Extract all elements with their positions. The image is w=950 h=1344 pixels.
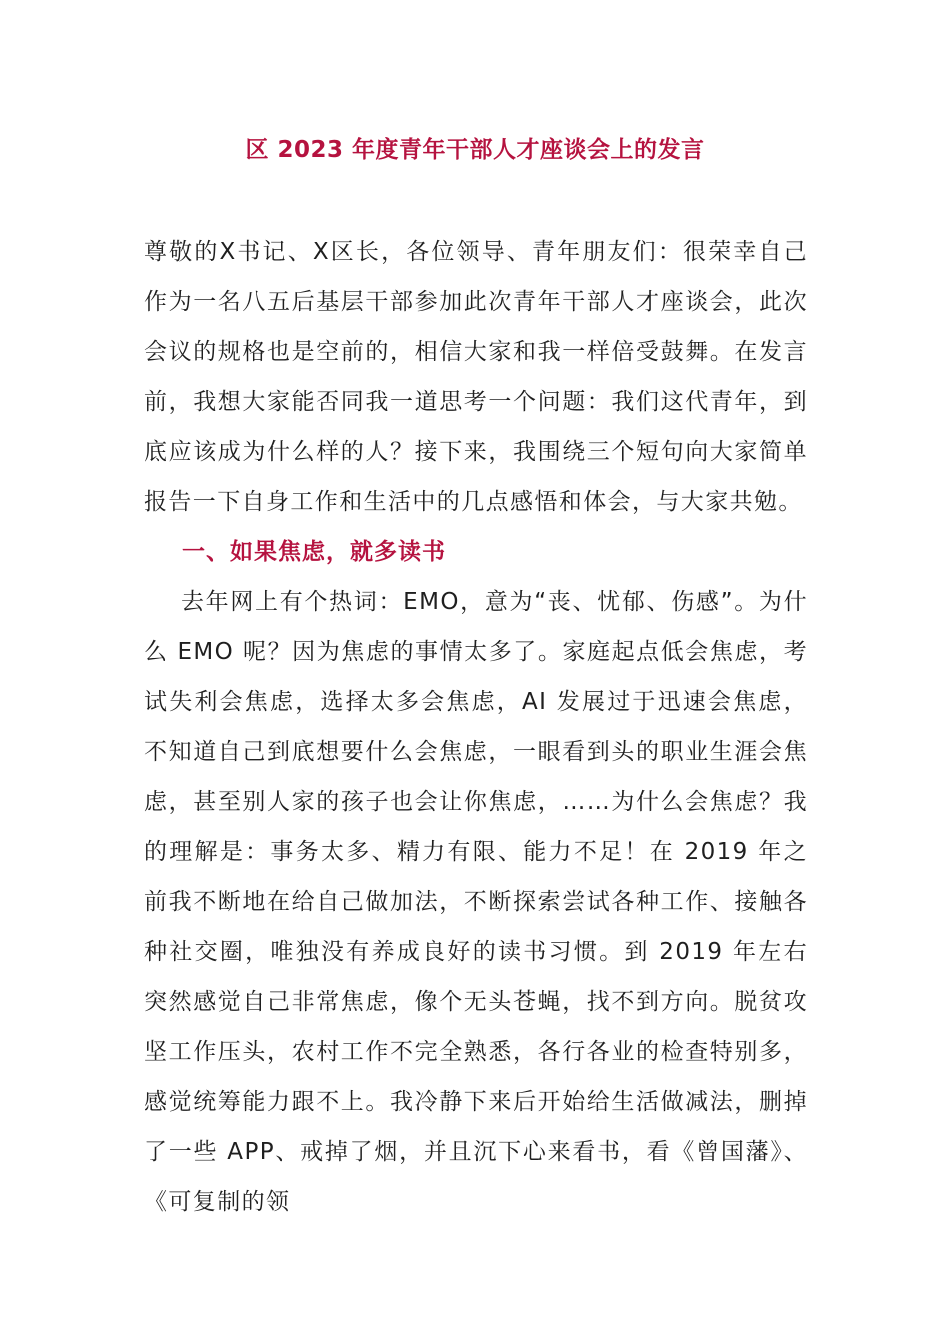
- document-body: [144, 227, 808, 1227]
- section-1-paragraph: 去年网上有个热词：EMO，意为“丧、忧郁、伤感”。为什么 EMO 呢？因为焦虑的事情太多了。家庭起点低会焦虑，考试失利会焦虑，选择太多会焦虑，AI 发展过于迅速会焦虑，不知道自己到底想要什么会焦虑，一眼看到头的职业生涯会焦虑，甚至别人家的孩子也会让你焦虑，……为什么会焦虑？我的理解是：事务太多、精力有限、能力不足！在 2019 年之前我不断地在给自己做加法，不断探索尝试各种工作、接触各种社交圈，唯独没有养成良好的读书习惯。到 2019 年左右突然感觉自己非常焦虑，像个无头苍蝇，找不到方向。脱贫攻坚工作压头，农村工作不完全熟悉，各行各业的检查特别多，感觉统筹能力跟不上。我冷静下来后开始给生活做减法，删掉了一些 APP、戒掉了烟，并且沉下心来看书，看《曾国藩》、《可复制的领: [144, 589, 808, 1215]
- section-heading-1: 一、如果焦虑，就多读书: [182, 539, 446, 565]
- intro-paragraph: 尊敬的Ⅹ书记、Ⅹ区长，各位领导、青年朋友们：很荣幸自己作为一名八五后基层干部参加此次青年干部人才座谈会，此次会议的规格也是空前的，相信大家和我一样倍受鼓舞。在发言前，我想大家能否同我一道思考一个问题：我们这代青年，到底应该成为什么样的人？接下来，我围绕三个短句向大家简单报告一下自身工作和生活中的几点感悟和体会，与大家共勉。: [144, 239, 808, 515]
- document-title: 区 2023 年度青年干部人才座谈会上的发言: [245, 137, 705, 163]
